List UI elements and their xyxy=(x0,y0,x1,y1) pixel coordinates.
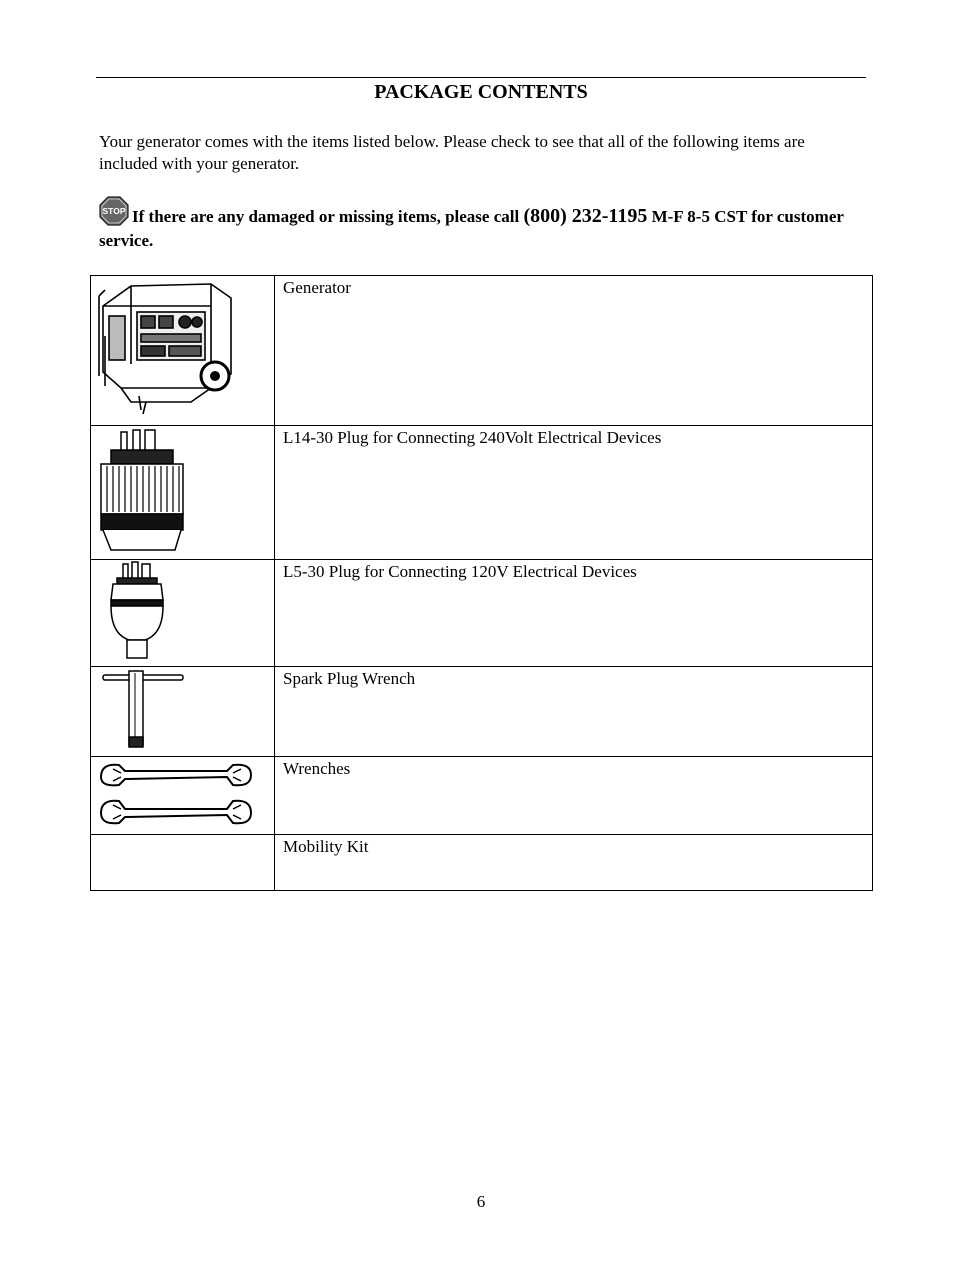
page-title: PACKAGE CONTENTS xyxy=(374,81,588,103)
item-image-cell xyxy=(91,667,275,757)
notice-hours-text: M-F 8-5 CST for customer service. xyxy=(99,207,844,250)
table-row xyxy=(91,835,873,891)
l5-30-plug-icon xyxy=(91,560,274,665)
item-image-cell xyxy=(91,560,275,667)
package-contents-table xyxy=(90,275,873,891)
customer-service-notice xyxy=(99,196,869,253)
intro-paragraph: Your generator comes with the items listed below. Please check to see that all of the following items are included with your generator. xyxy=(99,132,805,173)
item-image-cell xyxy=(91,426,275,560)
header-rule xyxy=(96,77,866,78)
item-label: L5-30 Plug for Connecting 120V Electrical Devices xyxy=(275,560,873,667)
spark-plug-wrench-icon xyxy=(91,667,274,755)
item-label: Wrenches xyxy=(275,757,873,835)
item-label: Spark Plug Wrench xyxy=(275,667,873,757)
table-row xyxy=(91,276,873,426)
item-label: Mobility Kit xyxy=(275,835,873,891)
l14-30-plug-icon xyxy=(91,426,274,558)
table-row xyxy=(91,560,873,667)
page-number: 6 xyxy=(476,1192,486,1211)
generator-icon xyxy=(91,276,274,424)
item-image-cell xyxy=(91,757,275,835)
table-row xyxy=(91,426,873,560)
item-label: L14-30 Plug for Connecting 240Volt Electrical Devices xyxy=(275,426,873,560)
item-image-cell xyxy=(91,835,275,891)
svg-text:STOP: STOP xyxy=(102,206,126,216)
item-label: Generator xyxy=(275,276,873,426)
table-row xyxy=(91,667,873,757)
item-image-cell xyxy=(91,276,275,426)
notice-text: If there are any damaged or missing items, please call xyxy=(132,207,524,226)
table-row xyxy=(91,757,873,835)
stop-sign-icon xyxy=(99,196,129,226)
wrenches-icon xyxy=(91,757,274,833)
support-phone-number: (800) 232-1195 xyxy=(523,205,648,227)
